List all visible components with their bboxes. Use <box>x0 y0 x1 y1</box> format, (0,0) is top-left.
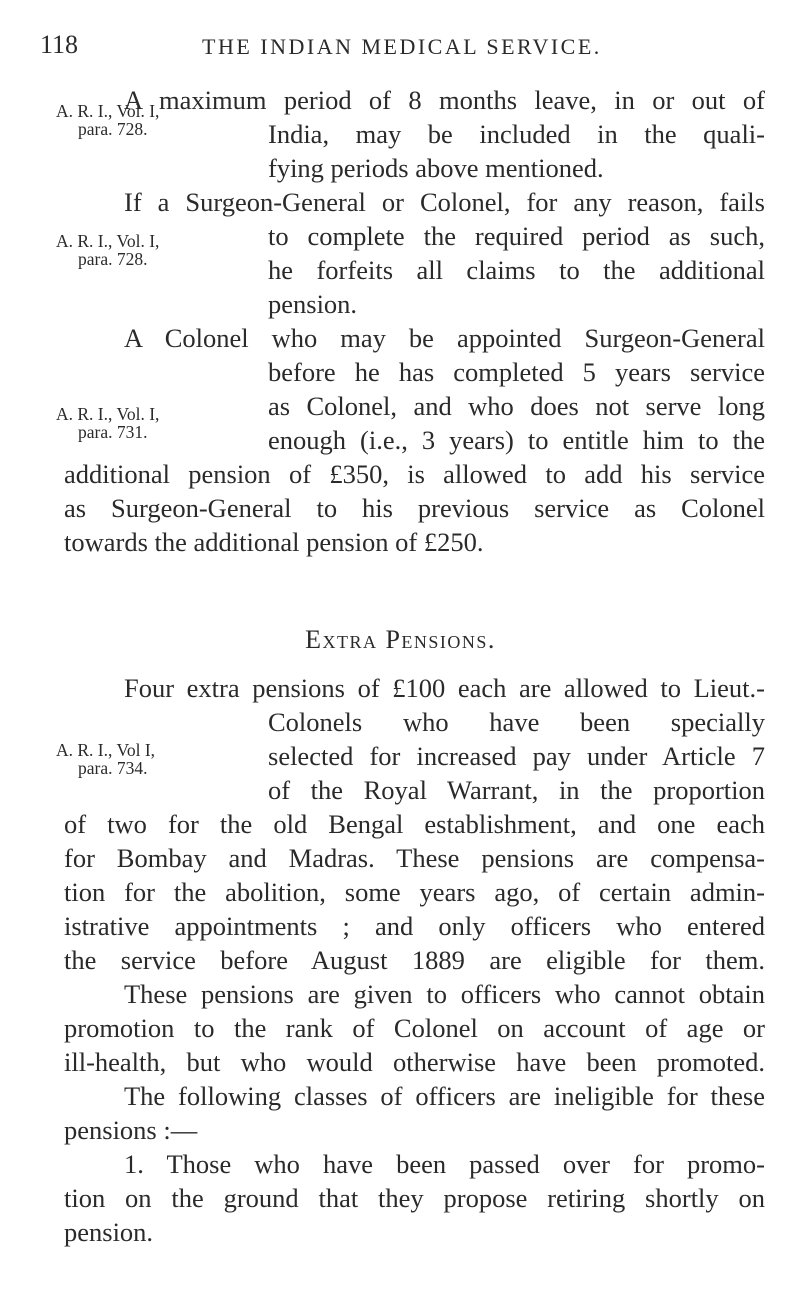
body-line: promotion to the rank of Colonel on account of age or <box>64 1013 765 1043</box>
margin-note-line: A. R. I., Vol. I, <box>56 404 160 424</box>
margin-note-line: A. R. I., Vol. I, <box>56 101 160 121</box>
body-line: before he has completed 5 years service <box>268 357 765 387</box>
body-line: Four extra pensions of £100 each are allowed to Lieut.- <box>124 673 765 703</box>
body-line: A Colonel who may be appointed Surgeon-General <box>124 323 765 353</box>
body-line: fying periods above mentioned. <box>268 153 604 183</box>
margin-note-line: A. R. I., Vol. I, <box>56 231 160 251</box>
body-line: additional pension of £350, is allowed to add his service <box>64 459 765 489</box>
body-line: enough (i.e., 3 years) to entitle him to the <box>268 425 765 455</box>
body-line: 1. Those who have been passed over for promo- <box>124 1149 765 1179</box>
margin-note-line: para. 731. <box>78 422 148 442</box>
margin-note <box>56 741 234 777</box>
section-heading <box>0 625 801 655</box>
body-line: to complete the required period as such, <box>268 221 765 251</box>
body-line: for Bombay and Madras. These pensions are compensa- <box>64 843 765 873</box>
body-line: the service before August 1889 are eligible for them. <box>64 945 765 975</box>
margin-note-line: para. 734. <box>78 758 148 778</box>
body-line: pensions :— <box>64 1115 198 1145</box>
body-line: of two for the old Bengal establishment, and one each <box>64 809 765 839</box>
body-line: selected for increased pay under Article 7 <box>268 741 765 771</box>
section-heading-text: Extra Pensions. <box>305 625 496 654</box>
page-number: 118 <box>40 30 79 59</box>
body-line: ill-health, but who would otherwise have been promoted. <box>64 1047 765 1077</box>
margin-note <box>56 405 234 441</box>
running-title: THE INDIAN MEDICAL SERVICE. <box>202 34 602 59</box>
body-line: India, may be included in the quali- <box>268 119 765 149</box>
body-line: The following classes of officers are ineligible for these <box>124 1081 765 1111</box>
body-line: towards the additional pension of £250. <box>64 527 484 557</box>
body-line: he forfeits all claims to the additional <box>268 255 765 285</box>
margin-note-line: A. R. I., Vol I, <box>56 740 156 760</box>
body-line: as Colonel, and who does not serve long <box>268 391 765 421</box>
body-line: tion for the abolition, some years ago, of certain admin- <box>64 877 765 907</box>
body-line: pension. <box>268 289 358 319</box>
body-line: Colonels who have been specially <box>268 707 765 737</box>
body-line: tion on the ground that they propose retiring shortly on <box>64 1183 765 1213</box>
body-line: of the Royal Warrant, in the proportion <box>268 775 765 805</box>
body-line: istrative appointments ; and only officers who entered <box>64 911 765 941</box>
margin-note <box>56 232 234 268</box>
body-line: pension. <box>64 1217 154 1247</box>
body-line: These pensions are given to officers who cannot obtain <box>124 979 765 1009</box>
margin-note-line: para. 728. <box>78 119 148 139</box>
body-line: A maximum period of 8 months leave, in or out of <box>124 85 765 115</box>
body-line: If a Surgeon-General or Colonel, for any reason, fails <box>124 187 765 217</box>
body-line: as Surgeon-General to his previous service as Colonel <box>64 493 765 523</box>
margin-note-line: para. 728. <box>78 249 148 269</box>
page-header <box>40 30 771 70</box>
